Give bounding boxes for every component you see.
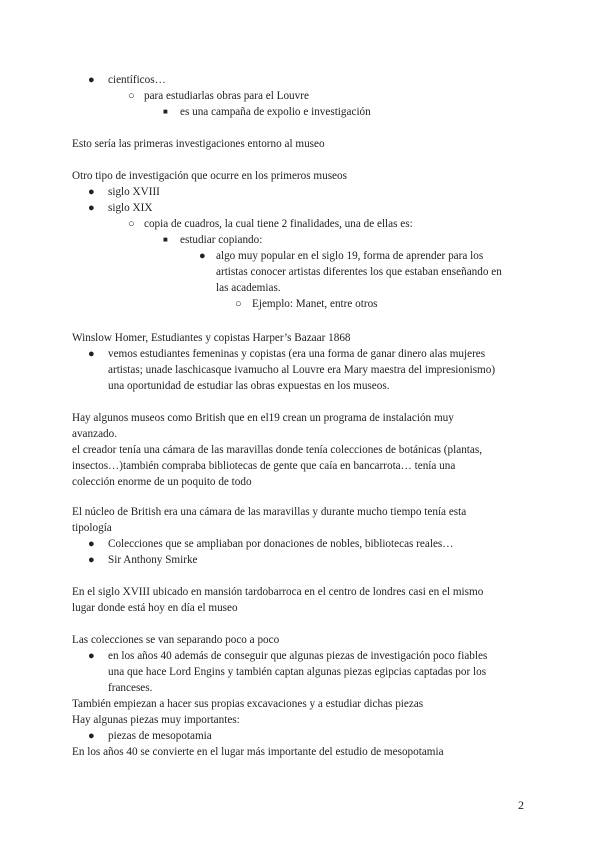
list-item: siglo XVIII (108, 186, 160, 198)
list-item: estudiar copiando: (180, 234, 263, 246)
paragraph: el creador tenía una cámara de las maravillas donde tenía colecciones de botánicas (plantas, (72, 444, 483, 456)
bullet: ○ (128, 218, 135, 230)
bullet: ○ (235, 298, 242, 310)
paragraph: Las colecciones se van separando poco a poco (72, 634, 280, 646)
paragraph: Winslow Homer, Estudiantes y copistas Harper’s Bazaar 1868 (72, 332, 351, 344)
bullet: ● (88, 74, 95, 86)
paragraph: En los años 40 se convierte en el lugar más importante del estudio de mesopotamia (72, 746, 444, 758)
paragraph: insectos…)también compraba bibliotecas de gente que caía en bancarrota… tenía una (72, 460, 456, 472)
list-item: copia de cuadros, la cual tiene 2 finalidades, una de ellas es: (144, 218, 413, 230)
bullet: ● (88, 202, 95, 214)
paragraph: Hay algunas piezas muy importantes: (72, 714, 240, 726)
list-item: artistas; unade laschicasque ivamucho al Louvre era Mary maestra del impresionismo) (108, 364, 496, 376)
bullet: ● (88, 186, 95, 198)
paragraph: Esto sería las primeras investigaciones entorno al museo (72, 138, 325, 150)
bullet: ● (88, 538, 95, 550)
list-item: Ejemplo: Manet, entre otros (252, 298, 378, 310)
list-item: en los años 40 además de conseguir que algunas piezas de investigación poco fiables (108, 650, 488, 662)
list-item: científicos… (108, 74, 166, 86)
list-item: algo muy popular en el siglo 19, forma de aprender para los (216, 250, 484, 262)
list-item: una oportunidad de estudiar las obras expuestas en los museos. (108, 380, 390, 392)
page-number: 2 (518, 798, 524, 812)
list-item: siglo XIX (108, 202, 153, 214)
list-item: es una campaña de expolio e investigación (180, 106, 371, 118)
paragraph: Otro tipo de investigación que ocurre en los primeros museos (72, 170, 347, 182)
list-item: franceses. (108, 682, 153, 694)
bullet: ● (199, 250, 206, 262)
list-item: artistas conocer artistas diferentes los que estaban enseñando en (216, 266, 502, 278)
paragraph: En el siglo XVIII ubicado en mansión tardobarroca en el centro de londres casi en el mismo (72, 586, 484, 598)
list-item: vemos estudiantes femeninas y copistas (era una forma de ganar dinero alas mujeres (108, 348, 486, 360)
list-item: para estudiarlas obras para el Louvre (144, 90, 309, 102)
bullet: ■ (163, 235, 168, 244)
list-item: Sir Anthony Smirke (108, 554, 198, 566)
paragraph: colección enorme de un poquito de todo (72, 476, 252, 488)
paragraph: También empiezan a hacer sus propias excavaciones y a estudiar dichas piezas (72, 698, 424, 710)
list-item: una que hace Lord Engins y también captan algunas piezas egipcias captadas por los (108, 666, 487, 678)
list-item: piezas de mesopotamia (108, 730, 212, 742)
paragraph: Hay algunos museos como British que en el19 crean un programa de instalación muy (72, 412, 454, 424)
bullet: ● (88, 554, 95, 566)
list-item: Colecciones que se ampliaban por donaciones de nobles, bibliotecas reales… (108, 538, 454, 550)
bullet: ● (88, 348, 95, 360)
bullet: ● (88, 650, 95, 662)
paragraph: El núcleo de British era una cámara de las maravillas y durante mucho tiempo tenía esta (72, 506, 467, 518)
bullet: ● (88, 730, 95, 742)
bullet: ■ (163, 107, 168, 116)
list-item: las academias. (216, 282, 281, 294)
bullet: ○ (128, 90, 135, 102)
paragraph: tipología (72, 522, 112, 534)
paragraph: avanzado. (72, 428, 118, 440)
paragraph: lugar donde está hoy en día el museo (72, 602, 238, 614)
